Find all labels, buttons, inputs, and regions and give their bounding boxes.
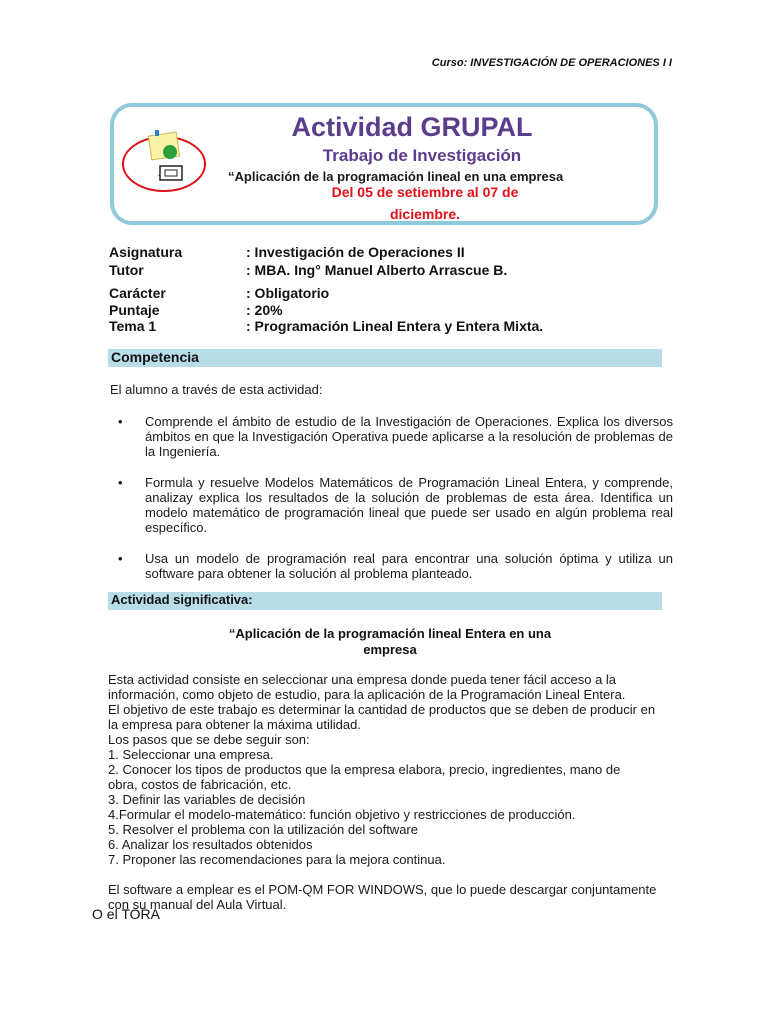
info-key: Puntaje <box>109 302 160 318</box>
body-line <box>108 867 678 882</box>
info-row-puntaje <box>109 302 283 318</box>
body-line: Los pasos que se debe seguir son: <box>108 732 310 747</box>
actividad-title <box>160 626 620 658</box>
course-header: Curso: INVESTIGACIÓN DE OPERACIONES I I <box>431 57 672 69</box>
body-line: 3. Definir las variables de decisión <box>108 792 306 807</box>
body-line: 1. Seleccionar una empresa. <box>108 747 274 762</box>
body-line: 6. Analizar los resultados obtenidos <box>108 837 313 852</box>
competencia-heading: Competencia <box>108 349 662 367</box>
activity-subtitle: Trabajo de Investigación <box>322 146 522 165</box>
info-key: Asignatura <box>109 244 183 260</box>
dates-line-2: diciembre. <box>389 206 461 222</box>
activity-title: Actividad GRUPAL <box>291 112 533 142</box>
competencia-intro: El alumno a través de esta actividad: <box>110 382 323 397</box>
body-line: la empresa para obtener la máxima utilidad. <box>108 717 361 732</box>
info-row-caracter <box>109 285 329 301</box>
info-value: : MBA. Ing° Manuel Alberto Arrascue B. <box>246 262 508 278</box>
competencia-bullet: Comprende el ámbito de estudio de la Investigación de Operaciones. Explica los diversos ámbitos en que la Investigación Operativa puede aplicarse a la resolución de problemas de la Ingeniería. <box>145 414 673 459</box>
student-computer-icon <box>120 128 208 194</box>
info-value: : Investigación de Operaciones II <box>246 244 465 260</box>
body-line: con su manual del Aula Virtual. <box>108 897 287 912</box>
dates-line-1: Del 05 de setiembre al 07 de <box>331 184 519 200</box>
bullet-icon: • <box>118 475 123 490</box>
body-line: 5. Resolver el problema con la utilización del software <box>108 822 418 837</box>
body-line: 2. Conocer los tipos de productos que la empresa elabora, precio, ingredientes, mano de <box>108 762 621 777</box>
actividad-heading: Actividad significativa: <box>108 592 662 610</box>
info-key: Tutor <box>109 262 144 278</box>
project-title: “Aplicación de la programación lineal en una empresa <box>228 169 564 184</box>
bullet-icon: • <box>118 551 123 566</box>
bullet-icon: • <box>118 414 123 429</box>
actividad-title-line-2: empresa <box>363 642 417 657</box>
competencia-bullet: Usa un modelo de programación real para encontrar una solución óptima y utiliza un software para obtener la solución al problema planteado. <box>145 551 673 581</box>
activity-dates <box>310 181 540 225</box>
actividad-body <box>108 672 678 912</box>
competencia-bullet: Formula y resuelve Modelos Matemáticos de Programación Lineal Entera, y comprende, analizay explica los resultados de la solución de problemas de esta área. Identifica un modelo matemático de programación lineal que puede ser usado en algún problema real específico. <box>145 475 673 535</box>
body-line: 4.Formular el modelo-matemático: función objetivo y restricciones de producción. <box>108 807 576 822</box>
tora-note: O el TORA <box>92 906 160 922</box>
body-line: información, como objeto de estudio, para la aplicación de la Programación Lineal Entera. <box>108 687 626 702</box>
body-line: 7. Proponer las recomendaciones para la mejora continua. <box>108 852 446 867</box>
body-line: Esta actividad consiste en seleccionar una empresa donde pueda tener fácil acceso a la <box>108 672 617 687</box>
actividad-title-line-1: “Aplicación de la programación lineal Entera en una <box>228 626 552 641</box>
info-value: : Programación Lineal Entera y Entera Mixta. <box>246 318 544 334</box>
body-line: El software a emplear es el POM-QM FOR WINDOWS, que lo puede descargar conjuntamente <box>108 882 657 897</box>
info-row-tema <box>109 318 543 334</box>
info-key: Carácter <box>109 285 166 301</box>
info-value: : Obligatorio <box>246 285 330 301</box>
info-key: Tema 1 <box>109 318 157 334</box>
info-row-tutor <box>109 262 507 278</box>
body-line: obra, costos de fabricación, etc. <box>108 777 292 792</box>
body-line: El objetivo de este trabajo es determinar la cantidad de productos que se deben de producir en <box>108 702 656 717</box>
info-row-asignatura <box>109 244 465 260</box>
info-value: : 20% <box>246 302 283 318</box>
